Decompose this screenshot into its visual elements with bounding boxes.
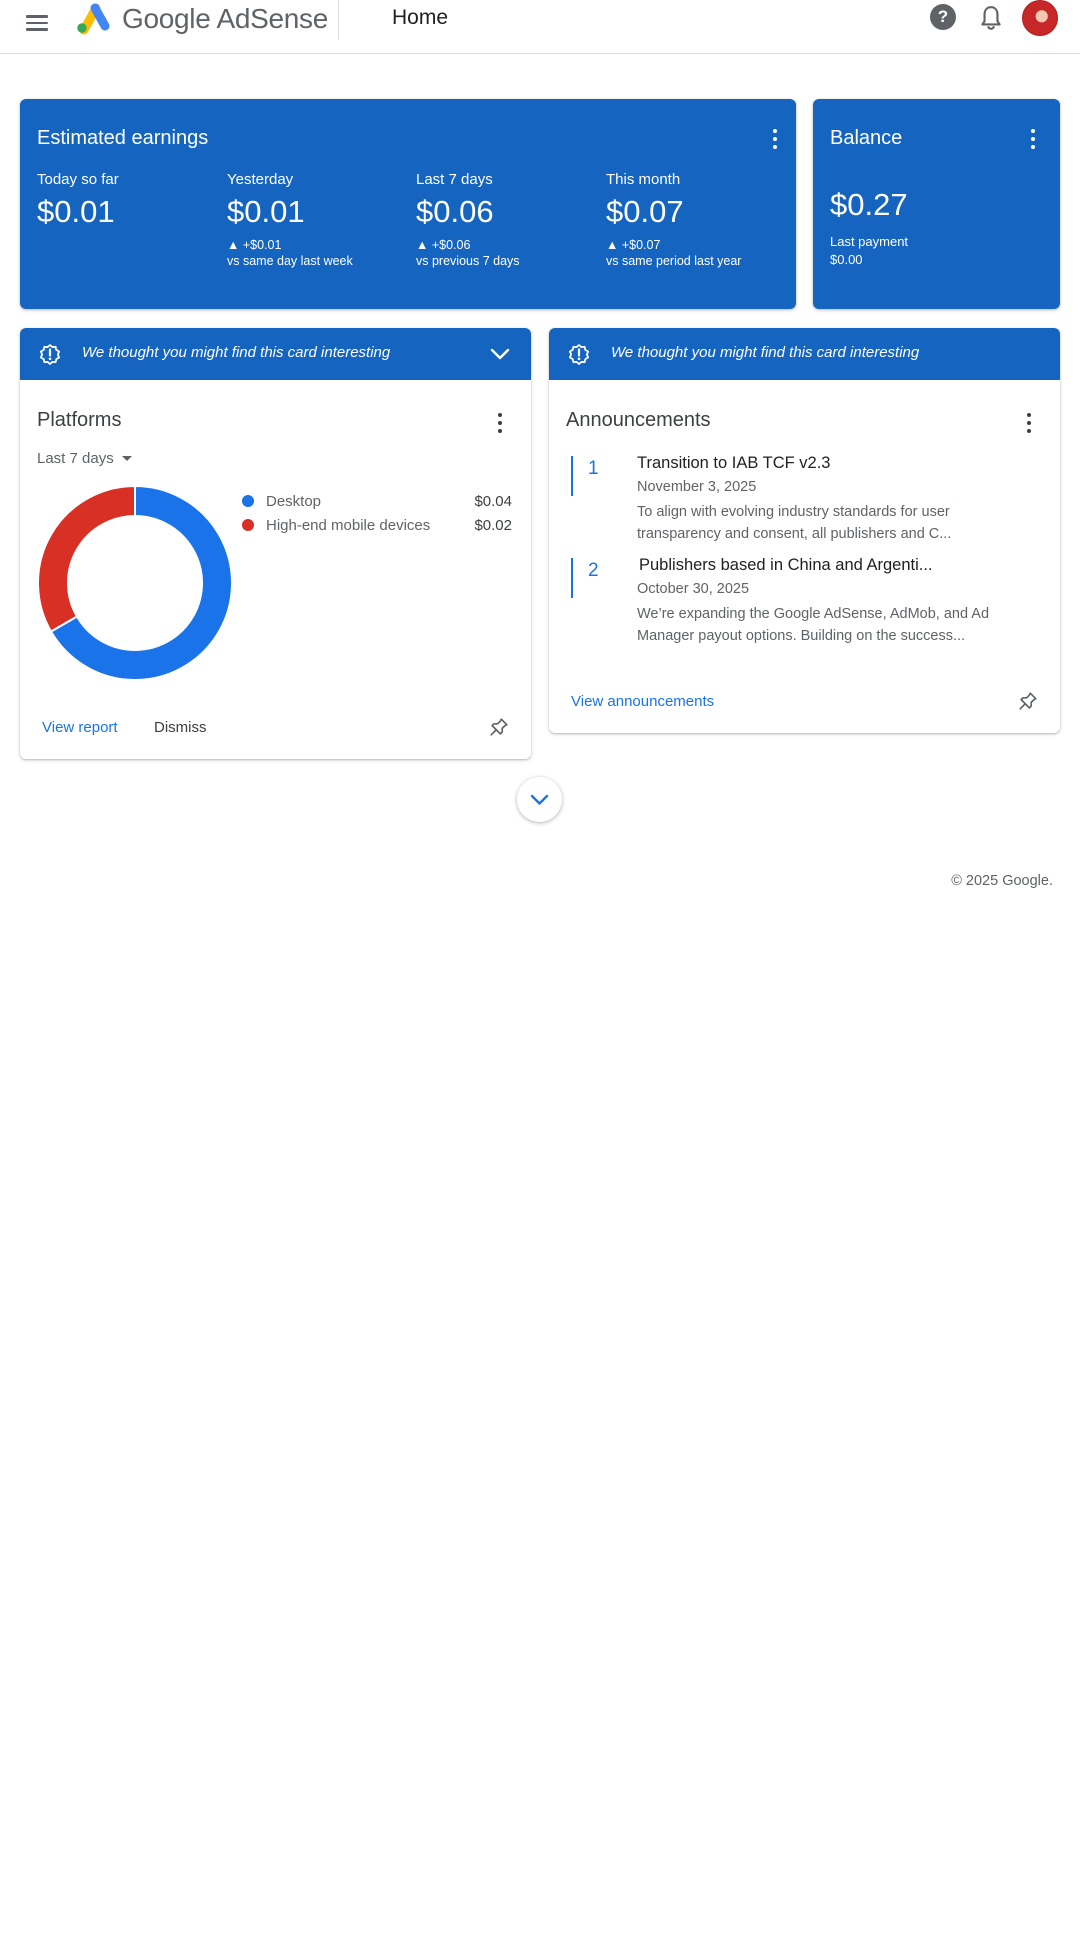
legend-value: $0.04	[474, 492, 512, 510]
platforms-title: Platforms	[37, 409, 122, 431]
announcement-description: We’re expanding the Google AdSense, AdMob, and Ad Manager payout options. Building on the success...	[637, 606, 990, 644]
date-range-label: Last 7 days	[37, 450, 114, 467]
top-app-bar	[0, 0, 1080, 54]
brand-name	[122, 3, 328, 35]
legend-name: High-end mobile devices	[266, 516, 431, 534]
metric-label: Last 7 days	[416, 171, 493, 188]
platforms-legend	[242, 489, 512, 537]
brand-product: AdSense	[216, 3, 328, 34]
menu-icon[interactable]	[22, 8, 52, 38]
avatar[interactable]	[1022, 0, 1058, 36]
insight-banner	[20, 328, 531, 380]
legend-item-desktop	[242, 489, 512, 513]
legend-dot	[242, 519, 254, 531]
metric-change: ▲ +$0.01	[227, 238, 282, 252]
announcement-date: October 30, 2025	[637, 581, 750, 597]
announcement-marker	[571, 456, 573, 496]
more-vert-icon[interactable]	[1023, 127, 1043, 151]
info-badge-icon	[38, 342, 62, 366]
more-vert-icon[interactable]	[490, 411, 510, 435]
adsense-logo-icon	[72, 0, 112, 36]
pin-icon[interactable]	[488, 716, 510, 738]
view-announcements-button[interactable]: View announcements	[571, 693, 715, 710]
metric-change: ▲ +$0.07	[606, 238, 661, 252]
pin-icon[interactable]	[1017, 690, 1039, 712]
announcement-marker	[571, 558, 573, 598]
platforms-donut-chart	[37, 485, 233, 681]
metric-compare: vs same day last week	[227, 254, 353, 268]
announcement-title[interactable]: Publishers based in China and Argenti...	[639, 556, 933, 574]
metric-value: $0.01	[227, 194, 305, 229]
header-divider	[338, 0, 339, 40]
metric-compare: vs same period last year	[606, 254, 742, 268]
insight-banner-text: We thought you might find this card interesting	[611, 344, 920, 361]
caret-down-icon	[122, 456, 132, 461]
balance-title: Balance	[830, 127, 903, 149]
date-range-dropdown[interactable]	[37, 450, 132, 467]
metric-label: Yesterday	[227, 171, 294, 188]
balance-value: $0.27	[830, 187, 908, 222]
metric-today	[37, 171, 217, 230]
metric-label: This month	[606, 171, 681, 188]
metric-value: $0.01	[37, 194, 115, 229]
metric-compare: vs previous 7 days	[416, 254, 520, 268]
balance-card	[813, 99, 1060, 309]
view-report-button[interactable]: View report	[42, 719, 118, 736]
announcement-number: 1	[588, 458, 599, 479]
platforms-card	[20, 328, 531, 759]
announcement-title[interactable]: Transition to IAB TCF v2.3	[637, 454, 831, 472]
last-payment-label: Last payment	[830, 234, 909, 249]
metric-label: Today so far	[37, 171, 119, 188]
metric-value: $0.06	[416, 194, 494, 229]
legend-item-mobile	[242, 513, 512, 537]
legend-dot	[242, 495, 254, 507]
earnings-title: Estimated earnings	[37, 127, 209, 149]
announcements-card	[549, 328, 1060, 733]
more-vert-icon[interactable]	[765, 127, 785, 151]
more-vert-icon[interactable]	[1019, 411, 1039, 435]
estimated-earnings-card	[20, 99, 796, 309]
announcement-number: 2	[588, 560, 599, 581]
page-title: Home	[392, 6, 449, 29]
legend-name: Desktop	[266, 492, 322, 510]
insight-banner-text: We thought you might find this card interesting	[82, 344, 391, 361]
metric-yesterday	[227, 171, 407, 268]
chevron-down-icon	[528, 789, 551, 810]
scroll-down-button[interactable]	[517, 777, 562, 822]
insight-banner	[549, 328, 1060, 380]
dismiss-button[interactable]: Dismiss	[154, 719, 207, 736]
announcements-title: Announcements	[566, 409, 711, 431]
chevron-down-icon[interactable]	[489, 344, 511, 364]
announcement-date: November 3, 2025	[637, 479, 757, 495]
last-payment-value: $0.00	[830, 252, 863, 267]
brand-google: Google	[122, 3, 211, 34]
info-badge-icon	[567, 342, 591, 366]
donut-slice-high-end-mobile-devices[interactable]	[38, 486, 135, 632]
help-icon[interactable]: ?	[930, 4, 956, 30]
announcement-description: To align with evolving industry standards for user transparency and consent, all publishers and C...	[637, 504, 952, 542]
footer-copyright: © 2025 Google.	[951, 873, 1053, 889]
legend-value: $0.02	[474, 516, 512, 534]
metric-value: $0.07	[606, 194, 684, 229]
metric-change: ▲ +$0.06	[416, 238, 471, 252]
metric-this-month	[606, 171, 786, 268]
bell-icon[interactable]	[978, 4, 1004, 32]
metric-last-7-days	[416, 171, 596, 268]
